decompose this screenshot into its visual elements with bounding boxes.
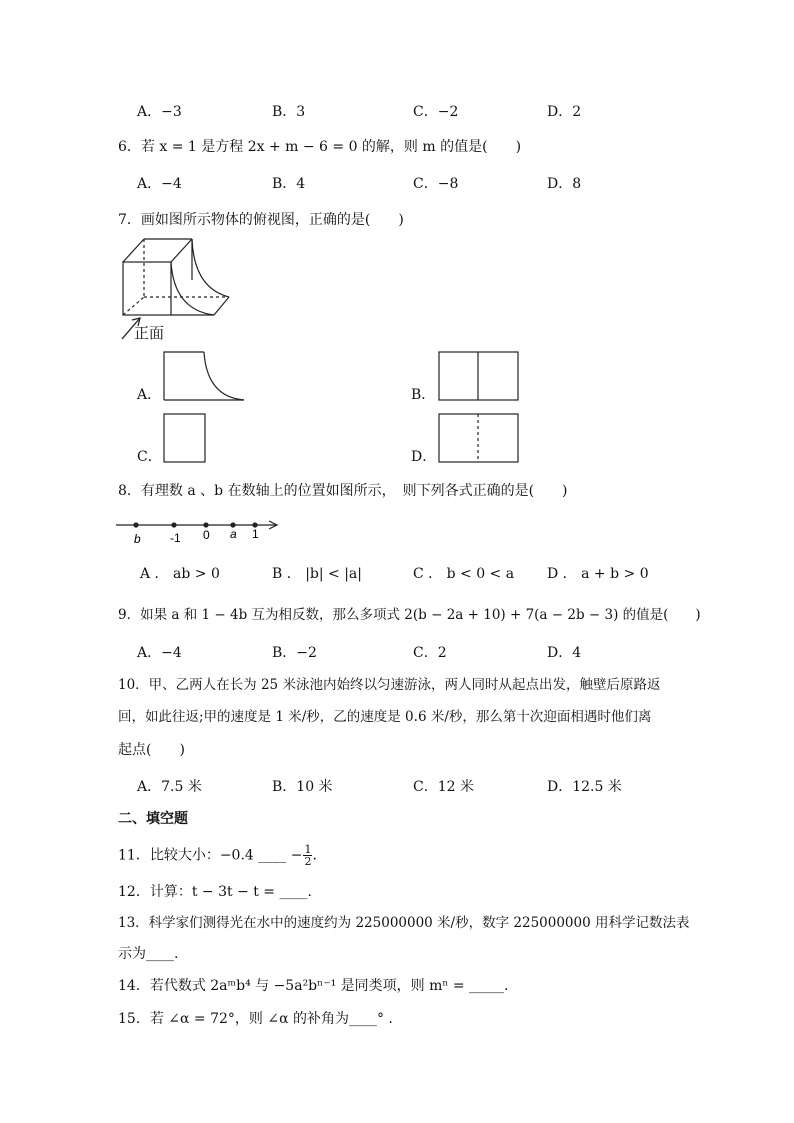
axis-label-one: 1 — [252, 527, 259, 541]
q8-option-b: B ． |b| < |a| — [272, 566, 362, 582]
q12-question: 12．计算：t − 3t − t = ____. — [118, 884, 312, 900]
section-heading-fill-in: 二、填空题 — [118, 811, 188, 827]
q6-option-b: B．4 — [272, 176, 306, 192]
q11-question — [118, 844, 317, 867]
q6-option-d: D．8 — [547, 176, 582, 192]
q10-option-d: D．12.5 米 — [547, 779, 622, 795]
q10-option-c: C．12 米 — [413, 779, 474, 795]
q8-option-d: D ． a + b > 0 — [547, 566, 649, 582]
q8-option-a: A ． ab > 0 — [140, 566, 220, 582]
q15-question: 15．若 ∠α = 72°，则 ∠α 的补角为____° . — [118, 1011, 393, 1027]
q7-option-b-figure — [438, 351, 520, 402]
q7-option-a-figure — [163, 351, 247, 402]
q7-question: 7．画如图所示物体的俯视图，正确的是( ) — [118, 212, 404, 228]
q9-question: 9．如果 a 和 1 − 4b 互为相反数，那么多项式 2(b − 2a + 10) + 7(a − 2b − 3) 的值是( ) — [118, 607, 701, 623]
q6-option-a: A．−4 — [137, 176, 182, 192]
q7-option-d-figure — [438, 413, 520, 464]
q10-option-b: B．10 米 — [272, 779, 333, 795]
q5-option-d: D．2 — [547, 104, 582, 120]
q9-option-a: A．−4 — [137, 645, 182, 661]
axis-label-minus-one: -1 — [170, 531, 181, 545]
q10-line-1: 10．甲、乙两人在长为 25 米泳池内始终以匀速游泳，两人同时从起点出发，触壁后原路返 — [118, 677, 661, 693]
q13-line-1: 13．科学家们测得光在水中的速度约为 225000000 米/秒，数字 225000000 用科学记数法表 — [118, 915, 690, 931]
q5-option-a: A．−3 — [137, 104, 182, 120]
point-minus-one — [171, 522, 176, 527]
q11-fraction-numerator: 1 — [304, 843, 312, 856]
q7-front-label: 正面 — [134, 324, 165, 342]
q9-option-b: B．−2 — [272, 645, 317, 661]
q6-option-c: C．−8 — [413, 176, 459, 192]
q6-question: 6．若 x = 1 是方程 2x + m − 6 = 0 的解，则 m 的值是( ) — [118, 139, 522, 155]
q8-option-c: C ． b < 0 < a — [413, 566, 515, 582]
q10-line-2: 回，如此往返;甲的速度是 1 米/秒，乙的速度是 0.6 米/秒，那么第十次迎面相遇时他们离 — [118, 709, 652, 725]
q14-question: 14．若代数式 2aᵐb⁴ 与 −5a²bⁿ⁻¹ 是同类项，则 mⁿ = _____. — [118, 978, 509, 994]
q5-option-c: C．−2 — [413, 104, 459, 120]
q7-option-b-label: B． — [411, 387, 436, 403]
q11-fraction-denominator: 2 — [304, 855, 312, 868]
axis-label-zero: 0 — [203, 528, 210, 542]
q7-option-a-label: A． — [137, 387, 162, 403]
q8-question: 8．有理数 a 、b 在数轴上的位置如图所示， 则下列各式正确的是( ) — [118, 483, 568, 499]
q7-option-c-label: C． — [137, 449, 162, 465]
q9-option-d: D．4 — [547, 645, 582, 661]
point-zero — [203, 522, 208, 527]
q11-prefix: 11．比较大小：−0.4 ____ − — [118, 847, 303, 864]
q11-suffix: . — [312, 847, 317, 864]
axis-label-a: a — [230, 527, 237, 541]
point-b — [133, 522, 138, 527]
q8-number-line — [114, 513, 284, 547]
q7-option-d-label: D． — [411, 449, 437, 465]
q13-line-2: 示为____. — [118, 946, 179, 962]
q10-option-a: A．7.5 米 — [137, 779, 202, 795]
q9-option-c: C．2 — [413, 645, 447, 661]
axis-label-b: b — [134, 532, 141, 546]
q7-option-c-figure — [163, 413, 207, 464]
q10-line-3: 起点( ) — [118, 742, 185, 758]
q5-option-b: B．3 — [272, 104, 306, 120]
